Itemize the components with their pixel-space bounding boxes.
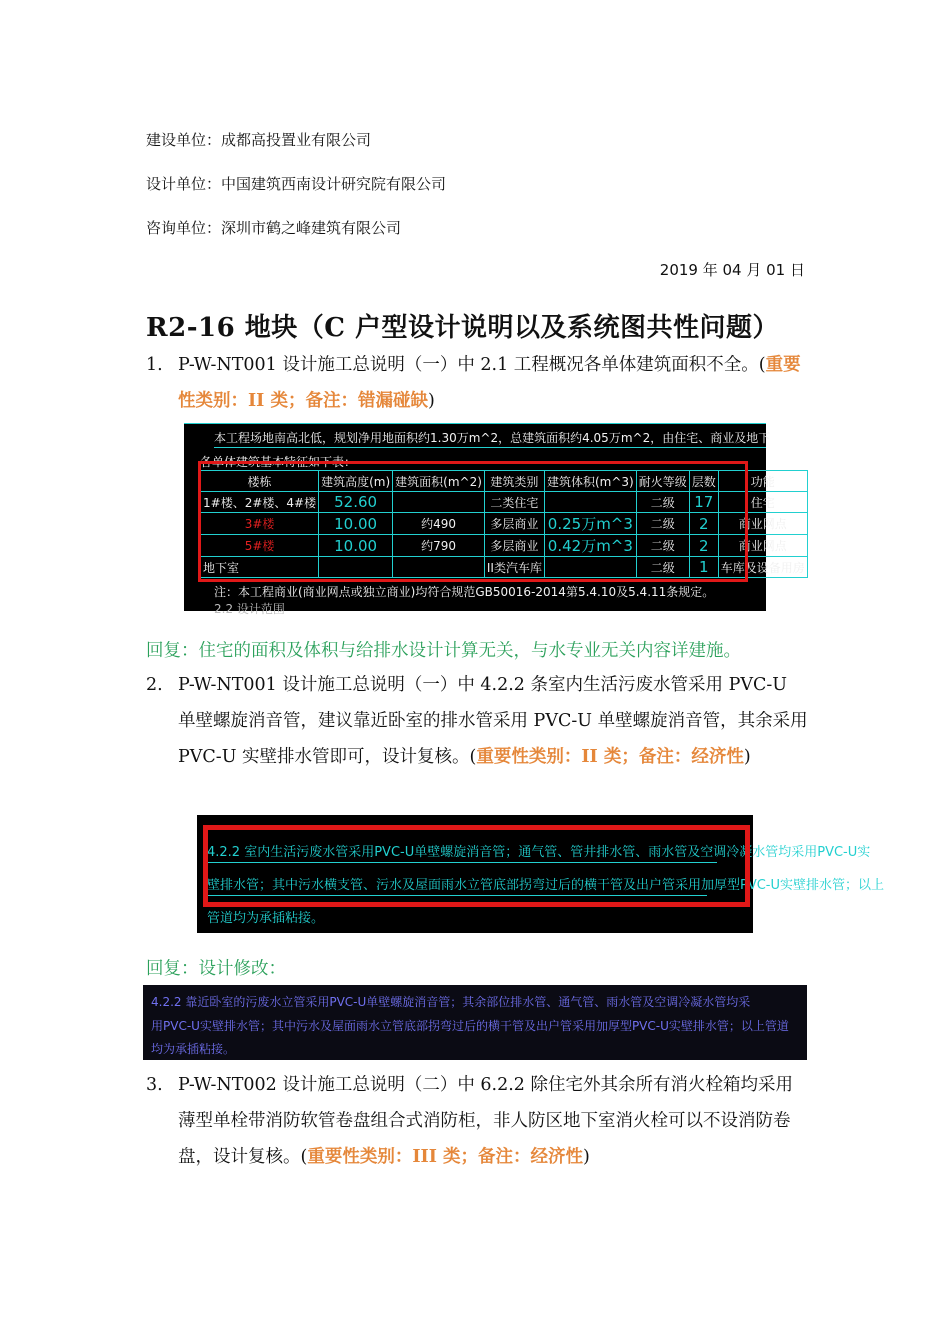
item-number: 1.: [146, 355, 163, 375]
cad-td: 多层商业: [484, 513, 544, 535]
issue-item-2: [146, 667, 808, 775]
cad-td: 2: [689, 535, 718, 557]
cad-td: 3#楼: [201, 513, 319, 535]
cad-td: 二级: [636, 535, 689, 557]
cad-screenshot-drainage-revised: [143, 985, 807, 1060]
cad-note: 注：本工程商业(商业网点或独立商业)均符合规范GB50016-2014第5.4.10及5.4.11条规定。: [214, 585, 715, 599]
cad-td: 0.25万m^3: [544, 513, 636, 535]
issue-item-1: [146, 347, 808, 419]
item-number: 2.: [146, 675, 163, 695]
cad3-line-3: 均为承插粘接。: [151, 1042, 236, 1056]
item-close: ): [743, 747, 751, 767]
cad-td: 地下室: [201, 557, 319, 578]
consulting-unit: 咨询单位：深圳市鹤之峰建筑有限公司: [146, 219, 402, 237]
issue-item-3: [146, 1067, 808, 1175]
importance-tag: 重要性类别：II 类；备注：经济性: [476, 747, 744, 767]
highlight-box: [198, 461, 748, 582]
reply-2: 回复：设计修改：: [146, 959, 286, 979]
cad-td: 17: [689, 492, 718, 513]
cad-th: 耐火等级: [636, 471, 689, 492]
cad-td: 1: [689, 557, 718, 578]
item-text: P-W-NT001 设计施工总说明（一）中 2.1 工程概况各单体建筑面积不全。(: [178, 355, 766, 375]
cad-th: 建筑类别: [484, 471, 544, 492]
item-close: ): [582, 1147, 590, 1167]
cad2-line-2: 壁排水管；其中污水横支管、污水及屋面雨水立管底部拐弯过后的横干管及出户管采用加厚型PVC-U实壁排水管；以上: [207, 878, 885, 893]
item-text: P-W-NT001 设计施工总说明（一）中 4.2.2 条室内生活污废水管采用 PVC-U 单壁螺旋消音管，建议靠近卧室的排水管采用 PVC-U 单壁螺旋消音管，其余采用 PVC-U 实壁排水管即可，设计复核。(: [178, 675, 808, 767]
cad-td: 约490: [393, 513, 485, 535]
highlight-box: [203, 825, 750, 907]
cad-th: 楼栋: [201, 471, 319, 492]
cad-td: 5#楼: [201, 535, 319, 557]
cad-td: 约790: [393, 535, 485, 557]
cad-td: 住宅: [718, 492, 807, 513]
cad-td: 0.42万m^3: [544, 535, 636, 557]
importance-tag: 重要性类别：III 类；备注：经济性: [307, 1147, 583, 1167]
cad-td: 10.00: [319, 513, 393, 535]
cad-td: 二级: [636, 492, 689, 513]
design-unit: 设计单位：中国建筑西南设计研究院有限公司: [146, 175, 447, 193]
reply-1: 回复：住宅的面积及体积与给排水设计计算无关，与水专业无关内容详建施。: [146, 641, 741, 661]
cad-td: 2: [689, 513, 718, 535]
cad-td: II类汽车库: [484, 557, 544, 578]
item-close: ): [427, 391, 435, 411]
cad-th: 层数: [689, 471, 718, 492]
cad-screenshot-drainage-original: [197, 815, 885, 933]
cad-th: 建筑体积(m^3): [544, 471, 636, 492]
cad-td: 二类住宅: [484, 492, 544, 513]
cad-td: 52.60: [319, 492, 393, 513]
cad3-line-2: 用PVC-U实壁排水管；其中污水及屋面雨水立管底部拐弯过后的横干管及出户管采用加厚型PVC-U实壁排水管；以上管道: [151, 1019, 789, 1033]
importance-tag: 重要性类别：II 类；备注：错漏碰缺: [178, 355, 801, 411]
cad-top-line: 本工程场地南高北低，规划净用地面积约1.30万m^2，总建筑面积约4.05万m^2，由住宅、商业及地下: [214, 431, 771, 445]
cad-th: 建筑高度(m): [319, 471, 393, 492]
cad-td: 二级: [636, 513, 689, 535]
report-date: 2019 年 04 月 01 日: [659, 261, 805, 279]
cad-th: 建筑面积(m^2): [393, 471, 485, 492]
cad-td: 多层商业: [484, 535, 544, 557]
item-text: P-W-NT002 设计施工总说明（二）中 6.2.2 除住宅外其余所有消火栓箱均采用薄型单栓带消防软管卷盘组合式消防柜，非人防区地下室消火栓可以不设消防卷盘，设计复核。(: [178, 1075, 794, 1167]
section-heading: R2-16 地块（C 户型设计说明以及系统图共性问题）: [146, 313, 779, 343]
cad3-line-1: 4.2.2 靠近卧室的污废水立管采用PVC-U单壁螺旋消音管；其余部位排水管、通气管、雨水管及空调冷凝水管均采: [151, 995, 751, 1009]
cad-td: 车库及设备用房: [718, 557, 807, 578]
cad-td: 商业网点: [718, 513, 807, 535]
cad2-line-1: 4.2.2 室内生活污废水管采用PVC-U单壁螺旋消音管；通气管、管井排水管、雨水管及空调冷凝水管均采用PVC-U实: [207, 845, 871, 860]
cad-screenshot-building-table: [184, 423, 805, 616]
cad-td: 10.00: [319, 535, 393, 557]
cad-td: 商业网点: [718, 535, 807, 557]
cad-td: 1#楼、2#楼、4#楼: [201, 492, 319, 513]
item-number: 3.: [146, 1075, 163, 1095]
cad2-line-3: 管道均为承插粘接。: [207, 911, 325, 926]
cad-bottom: 2.2 设计范围: [214, 602, 285, 616]
construction-unit: 建设单位：成都高投置业有限公司: [146, 131, 372, 149]
cad-th: 功能: [718, 471, 807, 492]
cad-sub-line: 各单体建筑基本特征如下表：: [200, 455, 357, 469]
cad-td: 二级: [636, 557, 689, 578]
